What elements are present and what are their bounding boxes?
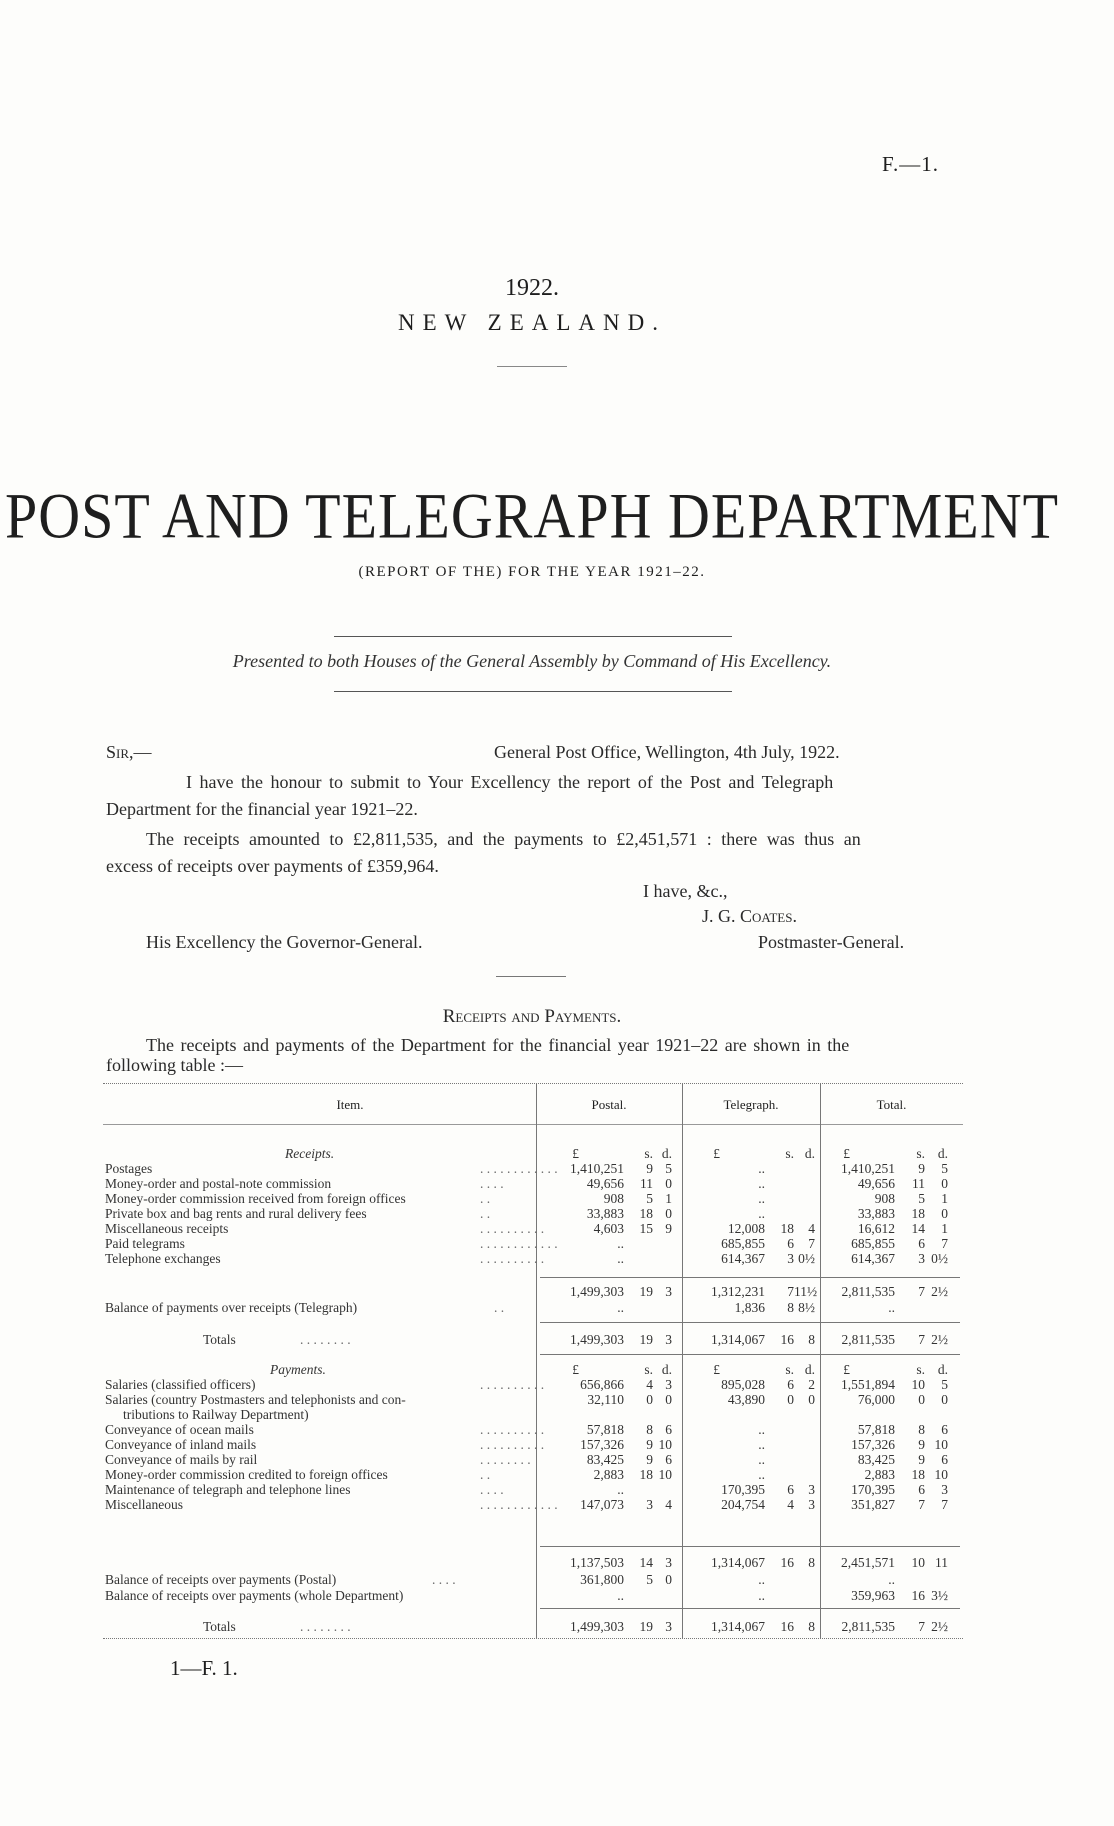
payment-row-postal-shillings: 9: [646, 1437, 653, 1452]
payment-row-postal-pounds: 83,425: [586, 1452, 624, 1467]
receipts-totals-total-shillings: 7: [918, 1332, 925, 1347]
payment-row-telegraph-pounds: 43,890: [727, 1392, 765, 1407]
document-reference: F.—1.: [882, 152, 939, 176]
payment-row-postal-shillings: 3: [646, 1497, 653, 1512]
receipt-row-postal-pounds: 33,883: [586, 1206, 624, 1221]
letter-para1-line2: Department for the financial year 1921–22.: [106, 799, 418, 819]
receipt-row-postal-empty: ..: [617, 1251, 624, 1266]
receipt-row-total-pounds: 49,656: [857, 1176, 895, 1191]
letter-para2-line2: excess of receipts over payments of £359,964.: [106, 856, 439, 876]
total-unit-pence: d.: [937, 1146, 948, 1161]
receipt-row-telegraph-pence: 4: [808, 1221, 815, 1236]
receipt-row-total-shillings: 9: [918, 1161, 925, 1176]
dot-leader: . . . . . . . . . .: [480, 1251, 545, 1266]
total-unit-shillings: s.: [916, 1146, 925, 1161]
receipt-row-label: Paid telegrams: [105, 1236, 185, 1251]
payments-balance-dept-telegraph-empty: ..: [758, 1588, 765, 1603]
payments-balance-postal-telegraph-empty: ..: [758, 1572, 765, 1587]
dot-leader: . . . . . . . .: [300, 1619, 351, 1634]
payment-row-postal-pence: 6: [665, 1422, 672, 1437]
receipt-row-total-pence: 1: [941, 1191, 948, 1206]
receipt-row-total-pounds: 614,367: [851, 1251, 895, 1266]
receipts-balance-telegraph-pounds: 1,836: [734, 1300, 765, 1315]
receipts-balance-label: Balance of payments over receipts (Telegraph): [105, 1300, 358, 1315]
payments-totals-telegraph-shillings: 16: [780, 1619, 794, 1634]
receipt-row-total-shillings: 18: [911, 1206, 925, 1221]
receipt-row-postal-shillings: 15: [639, 1221, 653, 1236]
payment-row-postal-pounds: 57,818: [586, 1422, 624, 1437]
total-unit-shillings: s.: [916, 1362, 925, 1377]
payment-row-total-pounds: 57,818: [857, 1422, 895, 1437]
payment-row-label: Money-order commission credited to foreign offices: [105, 1467, 388, 1482]
total-unit-pounds: £: [843, 1362, 850, 1377]
receipts-balance-telegraph-pence: 8½: [798, 1300, 815, 1315]
receipt-row-total-pounds: 1,410,251: [841, 1161, 895, 1176]
receipts-totals-postal-pence: 3: [665, 1332, 672, 1347]
payment-row-label: Salaries (country Postmasters and telephonists and con-: [105, 1392, 406, 1407]
letter-para2-line1: The receipts amounted to £2,811,535, and the payments to £2,451,571 : there was thus an: [146, 829, 861, 849]
receipt-row-total-pence: 5: [941, 1161, 948, 1176]
postal-unit-pounds: £: [572, 1146, 579, 1161]
payment-row-postal-pence: 10: [658, 1437, 672, 1452]
receipt-row-total-pounds: 16,612: [857, 1221, 895, 1236]
table-header-rule: [103, 1124, 963, 1125]
receipts-subtotal-postal-pence: 3: [665, 1284, 672, 1299]
payment-row-total-shillings: 9: [918, 1452, 925, 1467]
receipt-row-total-pence: 0: [941, 1176, 948, 1191]
section-intro-line2: following table :—: [106, 1055, 243, 1075]
payment-row-postal-shillings: 4: [646, 1377, 653, 1392]
payments-balance-dept-label: Balance of receipts over payments (whole Department): [105, 1588, 404, 1603]
payments-subtotal-total-pounds: 2,451,571: [841, 1555, 895, 1570]
payment-row-postal-pounds: 147,073: [580, 1497, 624, 1512]
signatory-title: Postmaster-General.: [758, 932, 905, 952]
receipt-row-telegraph-empty: ..: [758, 1176, 765, 1191]
header-telegraph: Telegraph.: [723, 1097, 779, 1112]
receipt-row-telegraph-pounds: 685,855: [721, 1236, 765, 1251]
payment-row-telegraph-empty: ..: [758, 1437, 765, 1452]
payment-row-label: Conveyance of ocean mails: [105, 1422, 254, 1437]
receipts-subtotal-telegraph-pounds: 1,312,231: [711, 1284, 765, 1299]
payments-balance-dept-total-pounds: 359,963: [851, 1588, 895, 1603]
payments-subtotal-telegraph-shillings: 16: [780, 1555, 794, 1570]
payments-subtotal-total-shillings: 10: [911, 1555, 925, 1570]
payment-row-label: Miscellaneous: [105, 1497, 183, 1512]
payment-row-telegraph-pounds: 204,754: [721, 1497, 765, 1512]
payment-row-label-cont: tributions to Railway Department): [123, 1407, 309, 1422]
postal-unit-shillings: s.: [644, 1146, 653, 1161]
payments-totals-total-pounds: 2,811,535: [841, 1619, 895, 1634]
receipts-totals-telegraph-shillings: 16: [780, 1332, 794, 1347]
postal-unit-pence: d.: [661, 1362, 672, 1377]
payments-balance-postal-label: Balance of receipts over payments (Postal): [105, 1572, 337, 1587]
payment-row-total-pounds: 170,395: [851, 1482, 895, 1497]
payments-balance-dept-postal-empty: ..: [617, 1588, 624, 1603]
payment-row-total-shillings: 6: [918, 1482, 925, 1497]
receipts-totals-total-pounds: 2,811,535: [841, 1332, 895, 1347]
payments-balance-postal-postal-pence: 0: [665, 1572, 672, 1587]
dot-leader: . . . . . . . . . . . .: [480, 1236, 558, 1251]
receipt-row-postal-empty: ..: [617, 1236, 624, 1251]
telegraph-unit-pence: d.: [804, 1146, 815, 1161]
country-heading: NEW ZEALAND.: [397, 310, 667, 335]
receipt-row-total-pence: 0: [941, 1206, 948, 1221]
table-bottom-rule: [103, 1638, 963, 1639]
payment-row-label: Maintenance of telegraph and telephone lines: [105, 1482, 351, 1497]
payment-row-telegraph-empty: ..: [758, 1467, 765, 1482]
payments-totals-total-pence: 2½: [931, 1619, 948, 1634]
payment-row-label: Conveyance of mails by rail: [105, 1452, 258, 1467]
receipts-totals-underline: [540, 1354, 960, 1355]
payment-row-telegraph-shillings: 6: [787, 1377, 794, 1392]
payment-row-telegraph-shillings: 6: [787, 1482, 794, 1497]
payments-totals-telegraph-pence: 8: [808, 1619, 815, 1634]
receipts-subtotal-postal-pounds: 1,499,303: [570, 1284, 624, 1299]
payments-subtotal-rule: [540, 1546, 960, 1547]
payment-row-telegraph-shillings: 0: [787, 1392, 794, 1407]
dot-leader: . . . . . . . . . .: [480, 1377, 545, 1392]
telegraph-unit-pounds: £: [713, 1146, 720, 1161]
presented-rule-top: [334, 636, 732, 637]
receipts-balance-postal-empty: ..: [617, 1300, 624, 1315]
dot-leader: . .: [480, 1206, 491, 1221]
payment-row-postal-pence: 4: [665, 1497, 672, 1512]
receipt-row-total-pence: 0½: [931, 1251, 948, 1266]
receipt-row-telegraph-shillings: 6: [787, 1236, 794, 1251]
receipts-totals-label: Totals: [203, 1332, 236, 1347]
payment-row-postal-empty: ..: [617, 1482, 624, 1497]
payment-row-postal-shillings: 0: [646, 1392, 653, 1407]
payment-row-total-pence: 6: [941, 1422, 948, 1437]
payments-subtotal-postal-pence: 3: [665, 1555, 672, 1570]
dot-leader: . . . . . . . .: [480, 1452, 531, 1467]
receipt-row-label: Money-order commission received from foreign offices: [105, 1191, 406, 1206]
receipts-totals-postal-shillings: 19: [639, 1332, 653, 1347]
payment-row-total-pence: 0: [941, 1392, 948, 1407]
payment-row-postal-pounds: 2,883: [593, 1467, 624, 1482]
receipt-row-telegraph-empty: ..: [758, 1161, 765, 1176]
payment-row-total-shillings: 18: [911, 1467, 925, 1482]
payments-subtotal-total-pence: 11: [935, 1555, 948, 1570]
document-subtitle: (REPORT OF THE) FOR THE YEAR 1921–22.: [358, 564, 706, 580]
dot-leader: . . . . . . . .: [300, 1332, 351, 1347]
payment-row-telegraph-pence: 2: [808, 1377, 815, 1392]
receipt-row-telegraph-pounds: 12,008: [727, 1221, 765, 1236]
payment-row-total-shillings: 7: [918, 1497, 925, 1512]
payments-totals-telegraph-pounds: 1,314,067: [711, 1619, 765, 1634]
payment-row-total-pence: 7: [941, 1497, 948, 1512]
receipts-totals-telegraph-pence: 8: [808, 1332, 815, 1347]
receipts-totals-postal-pounds: 1,499,303: [570, 1332, 624, 1347]
payment-row-postal-shillings: 8: [646, 1422, 653, 1437]
payment-row-postal-pounds: 656,866: [580, 1377, 624, 1392]
payment-row-total-pence: 3: [941, 1482, 948, 1497]
payment-row-telegraph-pounds: 170,395: [721, 1482, 765, 1497]
receipt-row-label: Private box and bag rents and rural delivery fees: [105, 1206, 367, 1221]
document-title: POST AND TELEGRAPH DEPARTMENT: [4, 479, 1060, 552]
payment-row-total-pounds: 76,000: [857, 1392, 895, 1407]
receipt-row-total-pounds: 685,855: [851, 1236, 895, 1251]
presented-rule-bottom: [334, 691, 732, 692]
payment-row-postal-pence: 0: [665, 1392, 672, 1407]
total-unit-pounds: £: [843, 1146, 850, 1161]
receipt-row-postal-shillings: 11: [640, 1176, 653, 1191]
dot-leader: . . . . . . . . . .: [480, 1221, 545, 1236]
postal-unit-pounds: £: [572, 1362, 579, 1377]
payment-row-postal-pounds: 32,110: [587, 1392, 624, 1407]
payment-row-postal-pounds: 157,326: [580, 1437, 624, 1452]
payments-totals-rule: [540, 1608, 960, 1609]
salutation: Sir,—: [106, 742, 152, 762]
payment-row-total-pounds: 351,827: [851, 1497, 895, 1512]
payment-row-label: Salaries (classified officers): [105, 1377, 256, 1392]
receipts-subtotal-total-pence: 2½: [931, 1284, 948, 1299]
postal-unit-shillings: s.: [644, 1362, 653, 1377]
receipts-subtotal-total-shillings: 7: [918, 1284, 925, 1299]
payments-subtotal-postal-pounds: 1,137,503: [570, 1555, 624, 1570]
receipt-row-total-shillings: 11: [912, 1176, 925, 1191]
receipts-subtotal-total-pounds: 2,811,535: [841, 1284, 895, 1299]
telegraph-unit-pence: d.: [804, 1362, 815, 1377]
telegraph-unit-pounds: £: [713, 1362, 720, 1377]
receipt-row-label: Telephone exchanges: [105, 1251, 221, 1266]
receipt-row-telegraph-pence: 7: [808, 1236, 815, 1251]
telegraph-unit-shillings: s.: [785, 1146, 794, 1161]
dot-leader: . .: [480, 1467, 491, 1482]
payment-row-postal-pence: 10: [658, 1467, 672, 1482]
receipt-row-total-shillings: 3: [918, 1251, 925, 1266]
payment-row-telegraph-shillings: 4: [787, 1497, 794, 1512]
dot-leader: . .: [494, 1300, 505, 1315]
receipt-row-total-pence: 7: [941, 1236, 948, 1251]
receipt-row-postal-shillings: 9: [646, 1161, 653, 1176]
table-top-rule: [103, 1083, 963, 1084]
receipt-row-telegraph-pence: 0½: [798, 1251, 815, 1266]
payments-balance-postal-postal-shillings: 5: [646, 1572, 653, 1587]
payment-row-postal-pence: 6: [665, 1452, 672, 1467]
payments-heading: Payments.: [270, 1362, 326, 1377]
receipt-row-total-pounds: 33,883: [857, 1206, 895, 1221]
dot-leader: . . . .: [480, 1176, 504, 1191]
document-year: 1922.: [505, 275, 559, 301]
payment-row-total-pence: 10: [934, 1467, 948, 1482]
receipt-row-total-pounds: 908: [874, 1191, 895, 1206]
payments-totals-total-shillings: 7: [918, 1619, 925, 1634]
payment-row-total-shillings: 0: [918, 1392, 925, 1407]
receipts-totals-total-pence: 2½: [931, 1332, 948, 1347]
receipt-row-postal-pounds: 1,410,251: [570, 1161, 624, 1176]
section-heading: Receipts and Payments.: [442, 1006, 622, 1027]
receipt-row-postal-pence: 0: [665, 1206, 672, 1221]
payment-row-total-shillings: 10: [911, 1377, 925, 1392]
payment-row-telegraph-pounds: 895,028: [721, 1377, 765, 1392]
payments-subtotal-postal-shillings: 14: [639, 1555, 653, 1570]
letter-signatory: J. G. Coates.: [702, 906, 797, 926]
receipt-row-telegraph-empty: ..: [758, 1206, 765, 1221]
payment-row-telegraph-pence: 3: [808, 1497, 815, 1512]
dot-leader: . . . . . . . . . . . .: [480, 1161, 558, 1176]
payments-totals-postal-shillings: 19: [639, 1619, 653, 1634]
receipt-row-total-pence: 1: [941, 1221, 948, 1236]
receipts-balance-telegraph-shillings: 8: [787, 1300, 794, 1315]
payment-row-telegraph-empty: ..: [758, 1452, 765, 1467]
total-unit-pence: d.: [937, 1362, 948, 1377]
payments-balance-dept-total-shillings: 16: [911, 1588, 925, 1603]
receipt-row-postal-pence: 0: [665, 1176, 672, 1191]
receipt-row-label: Miscellaneous receipts: [105, 1221, 229, 1236]
receipts-subtotal-telegraph-shillings: 7: [787, 1284, 794, 1299]
payment-row-telegraph-pence: 0: [808, 1392, 815, 1407]
dot-leader: . . . .: [480, 1482, 504, 1497]
payments-balance-postal-total-empty: ..: [888, 1572, 895, 1587]
payment-row-label: Conveyance of inland mails: [105, 1437, 257, 1452]
payment-row-total-pounds: 1,551,894: [841, 1377, 895, 1392]
payment-row-total-pence: 6: [941, 1452, 948, 1467]
dot-leader: . . . . . . . . . . . .: [480, 1497, 558, 1512]
receipt-row-postal-pounds: 908: [603, 1191, 624, 1206]
receipt-row-postal-pence: 1: [665, 1191, 672, 1206]
dateline: General Post Office, Wellington, 4th July, 1922.: [494, 742, 840, 762]
payment-row-telegraph-pence: 3: [808, 1482, 815, 1497]
receipts-totals-rule: [540, 1322, 960, 1323]
payments-totals-postal-pence: 3: [665, 1619, 672, 1634]
footer-signature: 1—F. 1.: [170, 1656, 238, 1680]
payments-balance-postal-postal-pounds: 361,800: [580, 1572, 624, 1587]
payment-row-total-shillings: 8: [918, 1422, 925, 1437]
payment-row-total-pence: 5: [941, 1377, 948, 1392]
receipts-heading: Receipts.: [285, 1146, 335, 1161]
payments-balance-dept-total-pence: 3½: [931, 1588, 948, 1603]
payment-row-total-pounds: 2,883: [864, 1467, 895, 1482]
presented-line: Presented to both Houses of the General Assembly by Command of His Excellency.: [232, 651, 832, 671]
header-postal: Postal.: [591, 1097, 627, 1112]
payment-row-postal-shillings: 18: [639, 1467, 653, 1482]
receipt-row-total-shillings: 14: [911, 1221, 925, 1236]
section-divider: [496, 976, 566, 977]
payments-totals-label: Totals: [203, 1619, 236, 1634]
dot-leader: . . . . . . . . . .: [480, 1437, 545, 1452]
receipt-row-postal-shillings: 18: [639, 1206, 653, 1221]
payment-row-telegraph-empty: ..: [758, 1422, 765, 1437]
receipt-row-postal-pence: 9: [665, 1221, 672, 1236]
payment-row-total-pence: 10: [934, 1437, 948, 1452]
receipt-row-postal-shillings: 5: [646, 1191, 653, 1206]
postal-unit-pence: d.: [661, 1146, 672, 1161]
telegraph-unit-shillings: s.: [785, 1362, 794, 1377]
dot-leader: . . . . . . . . . .: [480, 1422, 545, 1437]
receipt-row-postal-pounds: 49,656: [586, 1176, 624, 1191]
receipt-row-telegraph-pounds: 614,367: [721, 1251, 765, 1266]
header-item: Item.: [336, 1097, 364, 1112]
short-divider: [497, 366, 567, 367]
payment-row-postal-shillings: 9: [646, 1452, 653, 1467]
payment-row-total-shillings: 9: [918, 1437, 925, 1452]
payments-subtotal-telegraph-pounds: 1,314,067: [711, 1555, 765, 1570]
receipt-row-label: Money-order and postal-note commission: [105, 1176, 332, 1191]
letter-para1-line1: I have the honour to submit to Your Excellency the report of the Post and Telegraph: [186, 772, 834, 792]
receipt-row-total-shillings: 5: [918, 1191, 925, 1206]
payment-row-total-pounds: 83,425: [857, 1452, 895, 1467]
receipts-subtotal-telegraph-pence: 11½: [794, 1284, 818, 1299]
receipt-row-total-shillings: 6: [918, 1236, 925, 1251]
payments-totals-postal-pounds: 1,499,303: [570, 1619, 624, 1634]
header-total: Total.: [876, 1097, 907, 1112]
receipt-row-telegraph-shillings: 3: [787, 1251, 794, 1266]
section-intro-line1: The receipts and payments of the Department for the financial year 1921–22 are shown in the: [146, 1035, 850, 1055]
receipts-balance-total-empty: ..: [888, 1300, 895, 1315]
receipt-row-postal-pounds: 4,603: [593, 1221, 624, 1236]
letter-closing: I have, &c.,: [643, 881, 728, 901]
receipts-subtotal-postal-shillings: 19: [639, 1284, 653, 1299]
receipts-totals-telegraph-pounds: 1,314,067: [711, 1332, 765, 1347]
receipt-row-postal-pence: 5: [665, 1161, 672, 1176]
addressee: His Excellency the Governor-General.: [146, 932, 423, 952]
payments-subtotal-telegraph-pence: 8: [808, 1555, 815, 1570]
receipts-subtotal-rule: [540, 1277, 960, 1278]
receipt-row-telegraph-empty: ..: [758, 1191, 765, 1206]
receipt-row-label: Postages: [105, 1161, 153, 1176]
payment-row-postal-pence: 3: [665, 1377, 672, 1392]
dot-leader: . .: [480, 1191, 491, 1206]
payment-row-total-pounds: 157,326: [851, 1437, 895, 1452]
receipt-row-telegraph-shillings: 18: [780, 1221, 794, 1236]
dot-leader: . . . .: [432, 1572, 456, 1587]
